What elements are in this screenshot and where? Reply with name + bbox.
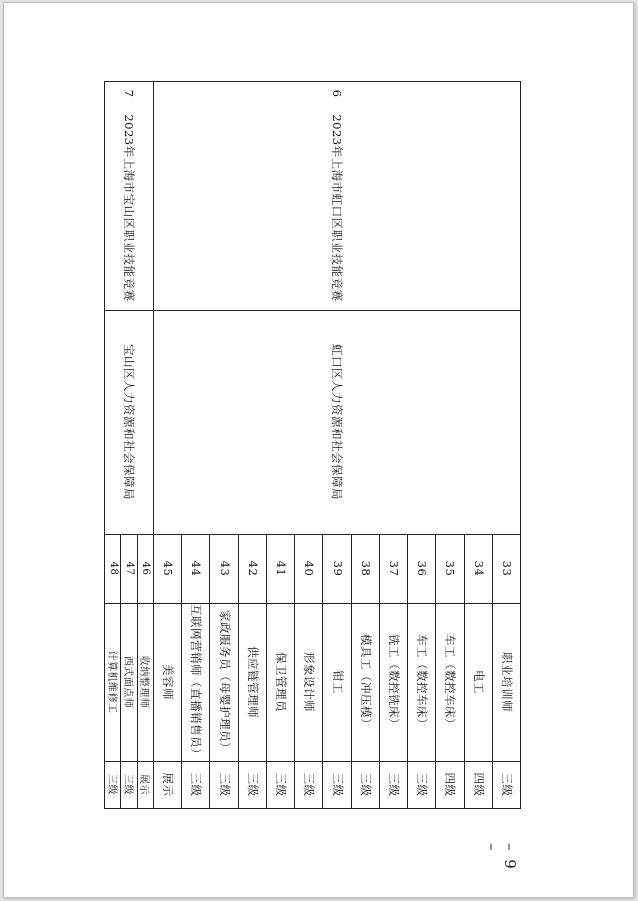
organizer-name: 宝山区人力资源和社会保障局 [122,344,137,500]
level-cell: 展示 [138,774,150,795]
row-number: 38 [358,560,373,577]
occupation-name: 互联网营销师（直播销售员） [189,604,204,760]
occupation-name: 西式面点师 [122,655,134,709]
row-number: 33 [499,560,514,577]
occupation-name: 家政服务员（母婴护理员） [217,610,232,754]
level-cell: 展示 [161,772,176,797]
occupation-name: 形象设计师 [302,652,317,712]
level-cell: 三级 [330,772,345,797]
level-cell: 三级 [386,772,401,797]
level-cell: 三级 [415,772,430,797]
row-number: 46 [140,561,152,576]
organizer-name: 虹口区人力资源和社会保障局 [330,344,345,500]
level-cell: 三级 [302,772,317,797]
level-cell: 三级 [358,772,373,797]
level-cell: 三级 [122,774,134,795]
row-number: 42 [245,560,260,577]
level-cell: 四级 [443,772,458,797]
level-cell: 三级 [217,772,232,797]
occupation-name: 车工（数控车床） [415,634,430,730]
occupation-name: 保卫管理员 [274,652,289,712]
row-number: 34 [471,560,486,577]
group-number: 7 [122,89,137,98]
row-number: 47 [124,561,136,576]
row-number: 44 [189,560,204,577]
occupation-name: 钳工 [330,670,345,694]
row-number: 48 [107,561,119,576]
occupation-name: 供应链管理师 [245,646,260,718]
occupation-name: 车工（数控车床） [443,634,458,730]
occupation-name: 铣工（数控铣床） [386,634,401,730]
level-cell: 三级 [105,774,117,795]
page-number: – 9 – [483,843,519,871]
rotated-table [91,81,521,871]
occupation-name: 美容师 [161,664,176,700]
level-cell: 三级 [274,772,289,797]
table-border-right [104,808,521,809]
occupation-name: 电工 [471,670,486,694]
group-number: 6 [330,89,345,98]
level-cell: 四级 [471,772,486,797]
row-number: 37 [386,560,401,577]
document-page [3,2,634,898]
level-cell: 三级 [189,772,204,797]
row-number: 39 [330,560,345,577]
occupation-name: 收纳整理师 [138,655,150,709]
occupation-name: 模具工（冲压模） [358,634,373,730]
row-number: 40 [302,560,317,577]
row-number: 43 [217,560,232,577]
level-cell: 三级 [245,772,260,797]
occupation-name: 计算机维修工 [105,650,117,714]
occupation-name: 职业培训师 [499,652,514,712]
row-number: 36 [415,560,430,577]
competition-name: 2023年上海市虹口区职业技能竞赛 [330,114,345,302]
row-number: 35 [443,560,458,577]
row-number: 45 [161,560,176,577]
level-cell: 三级 [499,772,514,797]
row-number: 41 [274,560,289,577]
competition-name: 2023年上海市宝山区职业技能竞赛 [122,114,137,302]
